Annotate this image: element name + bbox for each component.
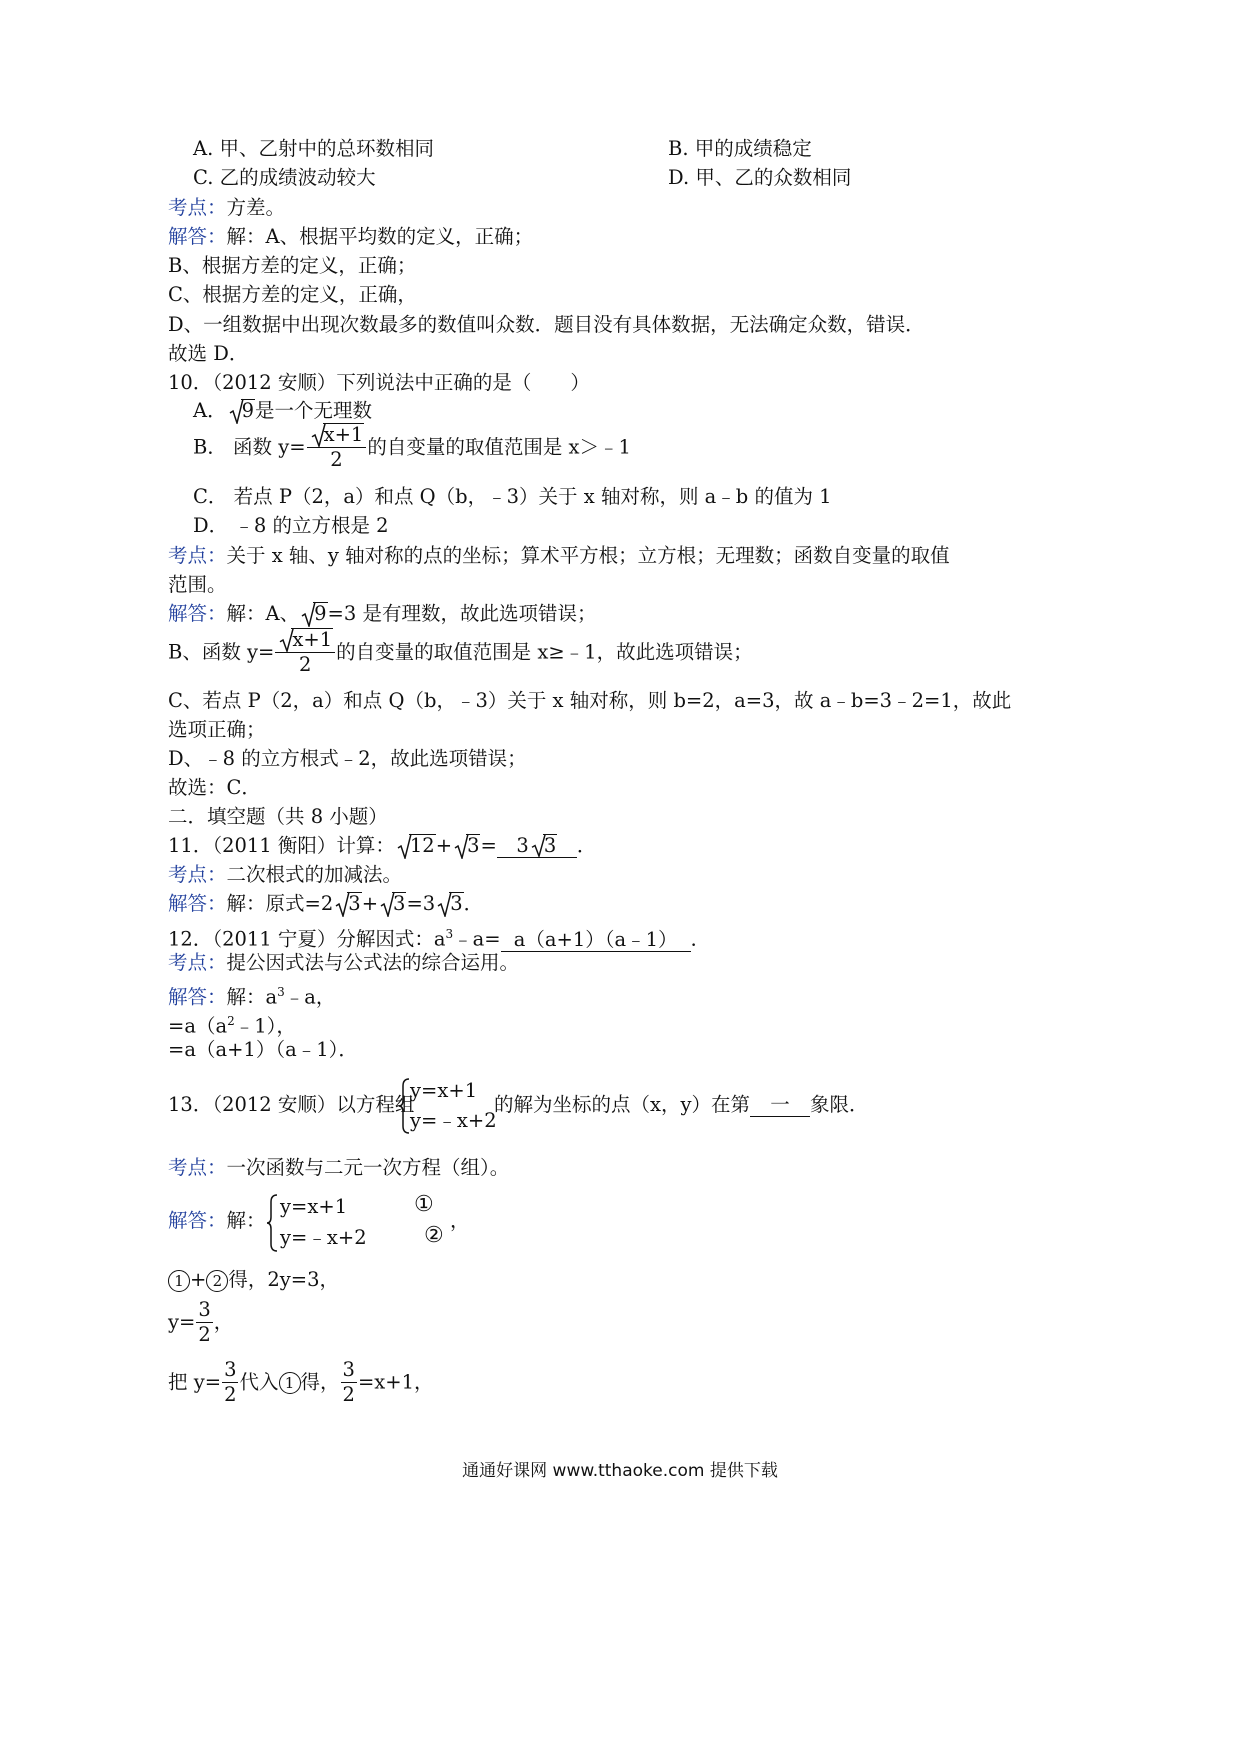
sqrt-symbol: 9: [229, 398, 255, 424]
solution-line: B、根据方差的定义，正确；: [168, 254, 417, 277]
system-eq-1: y=x+1: [280, 1195, 348, 1218]
kaodian-label: 考点：: [168, 863, 227, 886]
solution-line: 1 + 2 得，2y=3，: [168, 1267, 339, 1293]
circled-one-icon: 1: [168, 1270, 190, 1292]
solution-line: D、一组数据中出现次数最多的数值叫众数．题目没有具体数据，无法确定众数，错误．: [168, 313, 925, 336]
fraction: $\frac{x+1}{2}$: [275, 628, 335, 677]
solution-line: D、﹣8 的立方根式﹣2，故此选项错误；: [168, 747, 527, 770]
kaodian-label: 考点：: [168, 196, 227, 219]
q10-kaodian: 考点：关于 x 轴、y 轴对称的点的坐标；算术平方根；立方根；无理数；函数自变量的取值: [168, 544, 950, 567]
solution-line: B、函数 y= $\frac{x+1}{2}$ 的自变量的取值范围是 x≥﹣1，故此选项错误；: [168, 628, 753, 676]
circled-one-icon: 1: [279, 1372, 301, 1394]
circled-two-icon: ②: [424, 1223, 444, 1248]
q11-stem: 11．（2011 衡阳）计算： 12+ 3= 3 3 ．: [168, 834, 597, 857]
q10-option-b: B． 函数 y= $\frac{x+1}{2}$ 的自变量的取值范围是 x＞﹣1: [193, 423, 631, 471]
q13-stem-pre: 13．（2012 安顺）以方程组: [168, 1093, 415, 1116]
q13-stem-post: 的解为坐标的点（x，y）在第 一 象限．: [494, 1093, 869, 1116]
solution-line: C、根据方差的定义，正确，: [168, 283, 417, 306]
q9-kaodian: [168, 195, 285, 221]
sqrt-symbol: 12: [397, 833, 436, 859]
jieda-label: 解答：: [168, 225, 227, 248]
q12-kaodian: 考点：提公因式法与公式法的综合运用。: [168, 951, 520, 974]
sqrt-symbol: 9: [301, 601, 327, 627]
section-heading: 二．填空题（共 8 小题）: [168, 805, 388, 828]
q10-stem: 10．（2012 安顺）下列说法中正确的是（ ）: [168, 371, 590, 394]
q12-jieda: 解答：解：$a^3﹣a$，: [168, 985, 336, 1009]
fraction: $\frac{3}{2}$: [342, 1358, 355, 1406]
comma: ，: [450, 1209, 470, 1232]
kaodian-label: 考点：: [168, 1156, 227, 1179]
q10-option-a: A． 9是一个无理数: [193, 399, 373, 422]
kaodian-text: 范围。: [168, 573, 227, 596]
q9-option-b: B. 甲的成绩稳定: [668, 137, 812, 160]
solution-line: $=a(a^2﹣1)$，: [168, 1014, 296, 1038]
solution-line: 解：A、根据平均数的定义，正确；: [226, 225, 534, 248]
q10-jieda: 解答：解：A、 9=3 是有理数，故此选项错误；: [168, 602, 597, 625]
solution-line: =a（a+1）（a﹣1）．: [168, 1038, 358, 1061]
page-footer: 通通好课网 www.tthaoke.com 提供下载: [462, 1461, 778, 1481]
q13-kaodian: 考点：一次函数与二元一次方程（组）。: [168, 1156, 510, 1179]
q13-jieda: 解答：解：: [168, 1209, 266, 1232]
solution-line: C、若点 P（2，a）和点 Q（b，﹣3）关于 x 轴对称，则 b=2，a=3，故 a﹣b=3﹣2=1，故此: [168, 689, 1012, 712]
q10-option-c: C． 若点 P（2，a）和点 Q（b，﹣3）关于 x 轴对称，则 a﹣b 的值为 1: [193, 485, 832, 508]
answer-blank: 3 3: [497, 834, 577, 858]
q11-jieda: 解答：解：原式=2 3+ 3=3 3．: [168, 892, 484, 915]
kaodian-label: 考点：: [168, 951, 227, 974]
fraction: $\frac{x+1}{2}$: [307, 423, 367, 472]
jieda-label: 解答：: [168, 602, 227, 625]
answer-blank: a（a+1）（a﹣1）: [501, 929, 691, 952]
circled-one-icon: ①: [414, 1192, 434, 1217]
solution-line: 把 y= $\frac{3}{2}$ 代入 1 得， $\frac{3}{2}$ =x+1，: [168, 1358, 434, 1406]
sqrt-symbol: 3: [335, 891, 361, 917]
q9-option-a: A. 甲、乙射中的总环数相同: [193, 137, 434, 160]
q12-stem: 12．（2011 宁夏）分解因式：$a^3﹣a=$ a（a+1）（a﹣1） ．: [168, 927, 711, 951]
sqrt-symbol: 3: [380, 891, 406, 917]
q10-option-d: D． ﹣8 的立方根是 2: [193, 514, 389, 537]
sqrt-symbol: 3: [454, 833, 480, 859]
brace-icon: [266, 1194, 278, 1252]
fraction: $\frac{3}{2}$: [224, 1358, 237, 1406]
solution-line: 选项正确；: [168, 718, 266, 741]
jieda-label: 解答：: [168, 1209, 227, 1232]
system-eq-2: y=﹣x+2: [280, 1226, 367, 1249]
solution-line: y= $\frac{3}{2}$ ，: [168, 1298, 234, 1346]
answer-line: 故选：C．: [168, 776, 261, 799]
fraction: $\frac{3}{2}$: [198, 1298, 211, 1346]
answer-blank: 一: [750, 1094, 810, 1117]
q9-option-d: D. 甲、乙的众数相同: [668, 166, 852, 189]
jieda-label: 解答：: [168, 892, 227, 915]
q9-option-c: C. 乙的成绩波动较大: [193, 166, 376, 189]
answer-line: 故选 D．: [168, 342, 249, 365]
brace-icon: [398, 1078, 410, 1134]
circled-two-icon: 2: [206, 1270, 228, 1292]
jieda-label: 解答：: [168, 985, 227, 1009]
system-eq-1: y=x+1: [410, 1079, 478, 1102]
sqrt-symbol: 3: [437, 891, 463, 917]
system-eq-2: y=﹣x+2: [410, 1109, 497, 1132]
kaodian-label: 考点：: [168, 544, 227, 567]
kaodian-text: 方差。: [226, 196, 286, 219]
q9-jieda: [168, 224, 533, 250]
q11-kaodian: 考点：二次根式的加减法。: [168, 863, 403, 886]
